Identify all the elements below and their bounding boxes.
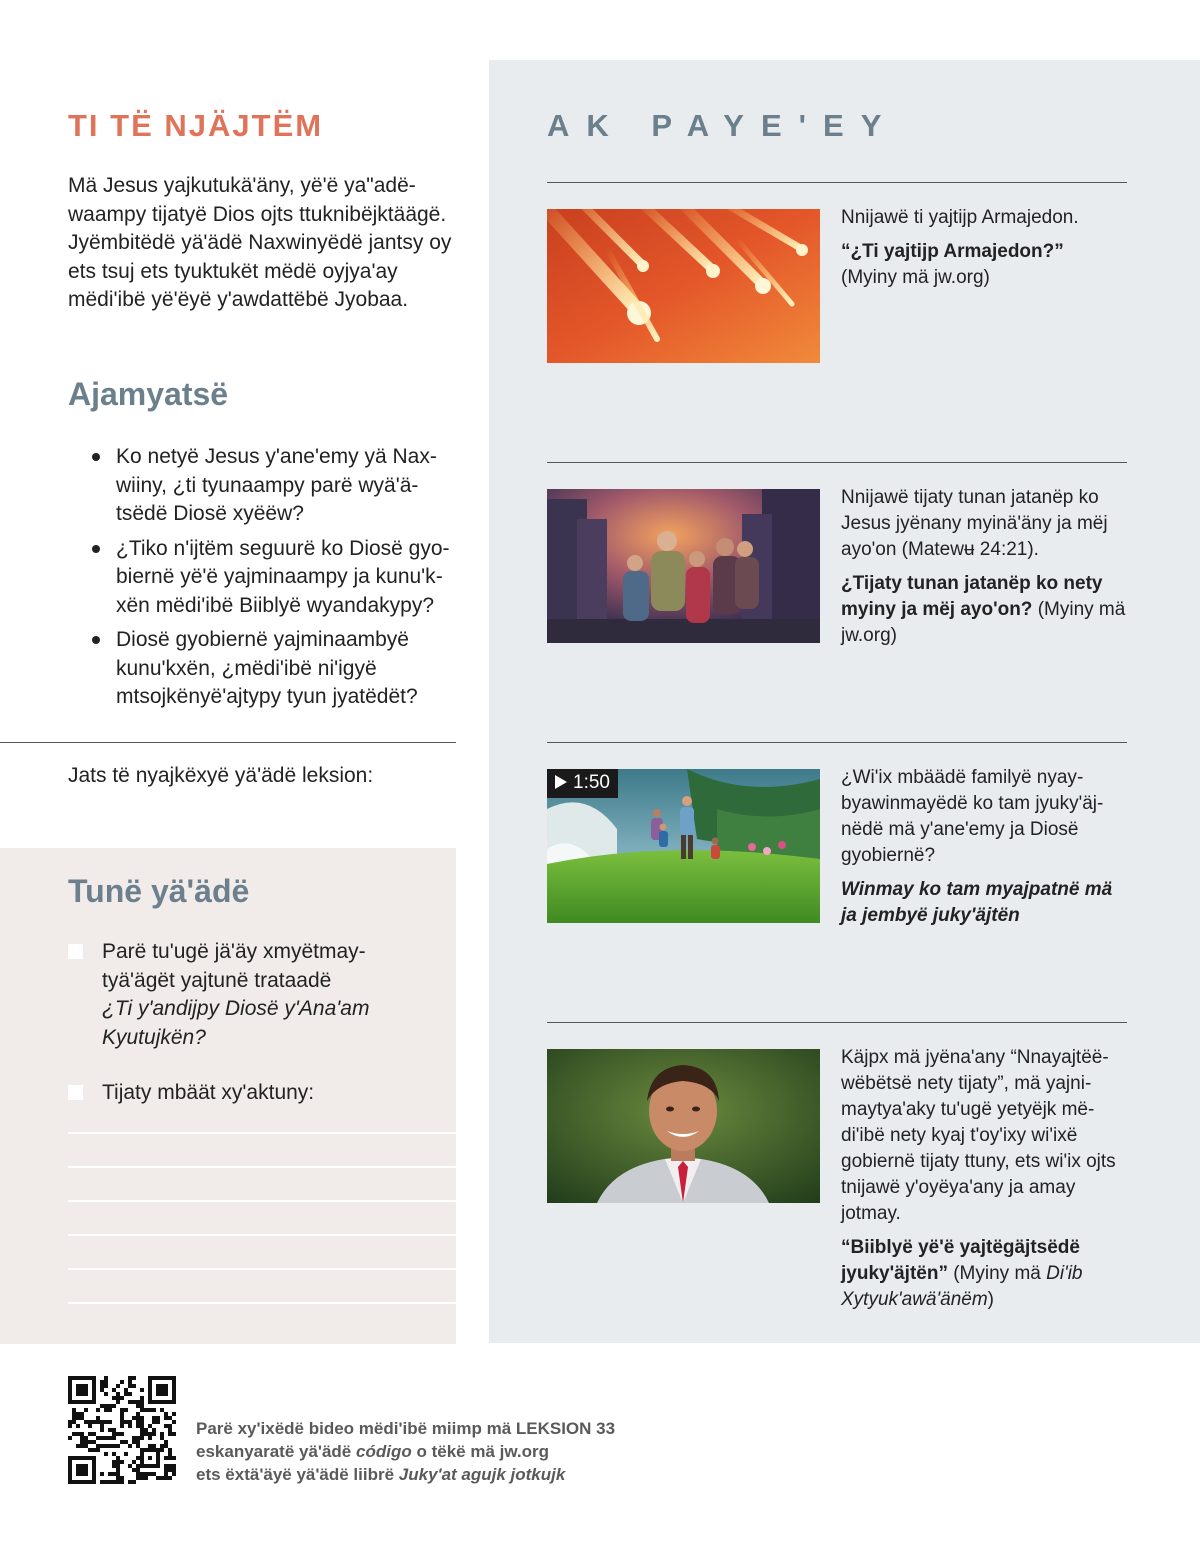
qr-code-icon[interactable] xyxy=(68,1376,176,1484)
explore-item-title[interactable]: “¿Ti yajtijp Armajedon?” xyxy=(841,241,1064,262)
assignment-task-text: Tijaty mbäät xy'aktuny: xyxy=(102,1081,315,1104)
paradise-video-thumbnail[interactable] xyxy=(547,769,820,923)
explore-item-source: (Myiny mä jw.org) xyxy=(841,599,1126,646)
brochure-title: ¿Ti y'andijpy Diosë y'Ana'am Kyutujkën? xyxy=(102,997,370,1049)
footer-text-part: o tëkë mä jw.org xyxy=(416,1442,550,1461)
video-duration-badge[interactable] xyxy=(547,769,618,798)
explore-item-intro: Nnijawë ti yajtijp Armajedon. xyxy=(841,207,1079,228)
footer-text-italic: código xyxy=(356,1442,412,1461)
bullet-icon xyxy=(92,453,100,461)
explore-item-text xyxy=(841,1045,1131,1313)
bullet-icon xyxy=(92,636,100,644)
checkbox-icon[interactable] xyxy=(68,944,83,959)
goal-prompt: Jats të nyajkëxyë yä'ädë leksion: xyxy=(68,764,374,787)
explore-item-intro: ¿Wi'ix mbäädë familyë nyaybyawinmayëdë ko tam jyuky'äjnëdë mä y'ane'emy ja Diosë gyobiernë? xyxy=(841,767,1104,866)
divider xyxy=(0,742,456,743)
explore-item-source-suffix: ) xyxy=(987,1289,994,1310)
video-duration: 1:50 xyxy=(573,772,610,793)
divider xyxy=(547,1022,1127,1023)
checkbox-icon[interactable] xyxy=(68,1085,83,1100)
review-question xyxy=(92,535,462,621)
summary-text: Mä Jesus yajkutukä'äny, yë'ë ya"adëwaampy tijatyë Dios ojts ttuknibëjktäägë. Jyëmbitëdë yä'ädë Naxwinyëdë jantsy oy ets tsuj ets tyuktukët mëdë oyjya'ay mëdi'ibë yë'ëyë y'awdattëbë Jyobaa. xyxy=(68,174,452,311)
bullet-icon xyxy=(92,545,100,553)
explore-item-text xyxy=(841,205,1131,291)
assignment-task[interactable] xyxy=(68,1079,408,1108)
review-question-text: ¿Tiko n'ijtëm seguurë ko Diosë gyobiernë yë'ë yajminaampy ja kunu'kxën mëdi'ibë Biiblyë wyandakypy? xyxy=(116,536,450,617)
footer-note xyxy=(196,1417,615,1486)
explore-item-title[interactable]: ¿Tijaty tunan jatanëp ko nety myiny ja mëj ayo'on? xyxy=(841,573,1103,620)
writing-line[interactable] xyxy=(68,1132,456,1134)
divider xyxy=(547,462,1127,463)
explore-item-source-title: Di'ib Xytyuk'awä'änëm xyxy=(841,1263,1083,1310)
assignment-task[interactable] xyxy=(68,938,408,1052)
footer-line: Parë xy'ixëdë bideo mëdi'ibë miimp mä LEKSION 33 xyxy=(196,1419,616,1438)
man-portrait-thumbnail[interactable] xyxy=(547,1049,820,1203)
review-question-text: Diosë gyobiernë yajminaambyë kunu'kxën, ¿mëdi'ibë ni'igyë mtsojkënyë'ajtypy tyun jyatëdët? xyxy=(116,628,418,708)
assignment-title: Tunë yä'ädë xyxy=(68,873,250,909)
explore-item-source: (Myiny mä jw.org) xyxy=(841,267,990,288)
explore-item-intro: Käjpx mä jyëna'any “Nnayajtëëwëbëtsë nety tijaty”, mä yajnimaytya'aky tu'ugë yetyëjk mëdi'ibë nety kyaj t'oy'ixy wi'ixë gobiernë tijaty ttuny, ets wi'ix ojts tnijawë y'oyëya'any ja amay jotmay. xyxy=(841,1047,1116,1224)
footer-text-part: ets ëxtä'äyë yä'ädë liibrë xyxy=(196,1465,395,1484)
footer-text-part: eskanyaratë yä'ädë xyxy=(196,1442,352,1461)
explore-item-text xyxy=(841,765,1131,929)
play-icon[interactable] xyxy=(555,775,567,789)
meteor-thumbnail[interactable] xyxy=(547,209,820,363)
explore-item-title[interactable]: Winmay ko tam myajpatnë mä ja jembyë juky'äjtën xyxy=(841,879,1113,926)
writing-line[interactable] xyxy=(68,1200,456,1202)
review-question xyxy=(92,443,462,529)
explore-item-text xyxy=(841,485,1131,649)
writing-line[interactable] xyxy=(68,1234,456,1236)
summary-title: TI TË NJÄJTËM xyxy=(68,108,324,143)
assignment-task-text: Parë tu'ugë jä'äy xmyëtmaytyä'ägët yajtunë trataadë xyxy=(102,940,366,992)
footer-line xyxy=(196,1440,615,1463)
writing-line[interactable] xyxy=(68,1268,456,1270)
divider xyxy=(547,182,1127,183)
footer-line xyxy=(196,1463,615,1486)
explore-item-source-prefix: (Myiny mä xyxy=(953,1263,1041,1284)
review-question-list xyxy=(92,443,462,718)
review-title: Ajamyatsë xyxy=(68,376,229,412)
review-question-text: Ko netyë Jesus y'ane'emy yä Naxwiiny, ¿ti tyunaampy parë wyä'ätsëdë Diosë xyëëw? xyxy=(116,445,437,525)
review-question xyxy=(92,626,462,712)
divider xyxy=(547,742,1127,743)
family-tribulation-thumbnail[interactable] xyxy=(547,489,820,643)
writing-line[interactable] xyxy=(68,1302,456,1304)
explore-item-title[interactable]: “Biiblyë yë'ë yajtëgäjtsëdë jyuky'äjtën” xyxy=(841,1237,1080,1284)
book-title: Juky'at agujk jotkujk xyxy=(398,1465,566,1484)
explore-title: AK PAYE'EY xyxy=(547,108,899,143)
writing-line[interactable] xyxy=(68,1166,456,1168)
explore-item-intro: Nnijawë tijaty tunan jatanëp ko Jesus jyënany myinä'äny ja mëj ayo'on (Matewʉ 24:21). xyxy=(841,487,1108,560)
